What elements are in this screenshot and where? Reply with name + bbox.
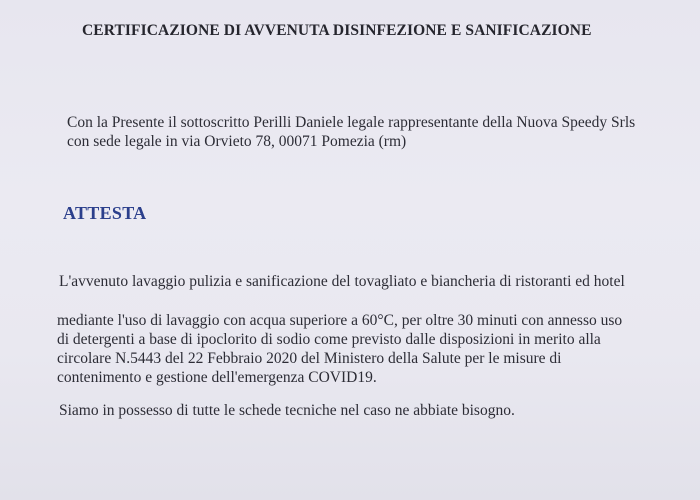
document-title: CERTIFICAZIONE DI AVVENUTA DISINFEZIONE E SANIFICAZIONE (82, 22, 592, 39)
intro-paragraph (67, 113, 635, 151)
paragraph-line: contenimento e gestione dell'emergenza COVID19. (57, 369, 377, 386)
paragraph-washing (59, 272, 625, 291)
paragraph-line: circolare N.5443 del 22 Febbraio 2020 del Ministero della Salute per le misure di (57, 350, 562, 367)
intro-line: con sede legale in via Orvieto 78, 00071 Pomezia (rm) (67, 133, 407, 150)
paragraph-method (57, 311, 622, 387)
intro-line: Con la Presente il sottoscritto Perilli Daniele legale rappresentante della Nuova Speedy Srls (67, 114, 636, 131)
paragraph-line: L'avvenuto lavaggio pulizia e sanificazione del tovagliato e biancheria di ristoranti ed hotel (59, 273, 625, 290)
paragraph-line: di detergenti a base di ipoclorito di sodio come previsto dalle disposizioni in merito alla (57, 331, 601, 348)
paragraph-line: mediante l'uso di lavaggio con acqua superiore a 60°C, per oltre 30 minuti con annesso uso (57, 312, 623, 329)
paragraph-technical-sheets (59, 401, 515, 420)
attesta-heading: ATTESTA (63, 203, 147, 223)
paragraph-line: Siamo in possesso di tutte le schede tecniche nel caso ne abbiate bisogno. (59, 402, 515, 419)
